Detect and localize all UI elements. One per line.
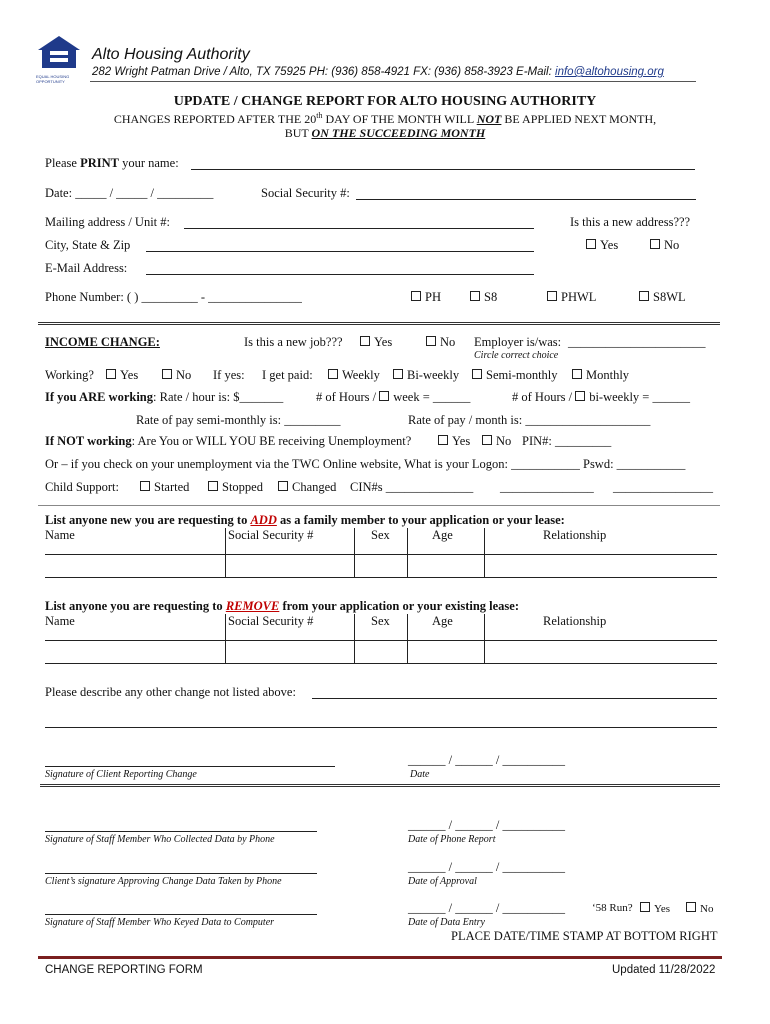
checkbox-icon bbox=[482, 435, 492, 445]
footer-form-name: CHANGE REPORTING FORM bbox=[45, 964, 203, 976]
checkbox-icon bbox=[470, 291, 480, 301]
run58-label: ‘58 Run? bbox=[592, 902, 633, 914]
not-working-question: If NOT working: Are You or WILL YOU BE receiving Unemployment? bbox=[45, 434, 412, 448]
city-label: City, State & Zip bbox=[45, 238, 131, 252]
email-field[interactable] bbox=[146, 274, 534, 275]
checkbox-icon bbox=[572, 369, 582, 379]
add-col-relationship: Relationship bbox=[543, 528, 607, 542]
run58-yes[interactable]: Yes bbox=[640, 902, 670, 915]
checkbox-icon bbox=[393, 369, 403, 379]
city-field[interactable] bbox=[146, 251, 534, 252]
page-title: UPDATE / CHANGE REPORT FOR ALTO HOUSING AUTHORITY bbox=[173, 94, 597, 109]
child-support-stopped[interactable]: Stopped bbox=[208, 480, 263, 495]
checkbox-icon bbox=[586, 239, 596, 249]
get-paid-label: I get paid: bbox=[262, 368, 313, 382]
pin-field[interactable]: PIN#: _________ bbox=[522, 434, 612, 448]
checkbox-icon bbox=[278, 481, 288, 491]
employer-label: Employer is/was: bbox=[474, 335, 562, 349]
new-job-no[interactable]: No bbox=[426, 335, 455, 350]
pay-biweekly[interactable]: Bi-weekly bbox=[393, 368, 459, 383]
unemployment-yes[interactable]: Yes bbox=[438, 434, 470, 449]
checkbox-icon bbox=[162, 369, 172, 379]
cin-field[interactable]: CIN#s ______________ bbox=[350, 480, 474, 494]
ssn-label: Social Security #: bbox=[261, 186, 350, 200]
program-s8[interactable]: S8 bbox=[470, 290, 497, 305]
new-job-question: Is this a new job??? bbox=[244, 335, 343, 349]
working-yes[interactable]: Yes bbox=[106, 368, 138, 383]
pay-semimonthly[interactable]: Semi-monthly bbox=[472, 368, 558, 383]
working-label: Working? bbox=[45, 368, 94, 382]
checkbox-icon bbox=[650, 239, 660, 249]
new-address-question: Is this a new address??? bbox=[570, 215, 691, 229]
mailing-label: Mailing address / Unit #: bbox=[45, 215, 170, 229]
program-ph[interactable]: PH bbox=[411, 290, 441, 305]
program-phwl[interactable]: PHWL bbox=[547, 290, 596, 305]
data-entry-date-label: Date of Data Entry bbox=[408, 917, 485, 928]
stamp-instruction: PLACE DATE/TIME STAMP AT BOTTOM RIGHT bbox=[451, 929, 718, 943]
mailing-field[interactable] bbox=[184, 228, 534, 229]
remove-col-relationship: Relationship bbox=[543, 614, 607, 628]
income-heading: INCOME CHANGE: bbox=[45, 335, 160, 349]
new-address-yes[interactable]: Yes bbox=[586, 238, 618, 253]
checkbox-icon bbox=[640, 902, 650, 912]
checkbox-icon bbox=[140, 481, 150, 491]
add-heading: List anyone new you are requesting to ADD as a family member to your application or your lease: bbox=[45, 513, 565, 527]
staff-keyed-signature-field[interactable] bbox=[45, 914, 317, 915]
client-signature-field[interactable] bbox=[45, 766, 335, 767]
new-job-yes[interactable]: Yes bbox=[360, 335, 392, 350]
remove-col-age: Age bbox=[432, 614, 453, 628]
org-name: Alto Housing Authority bbox=[92, 46, 250, 63]
subtitle: CHANGES REPORTED AFTER THE 20th DAY OF THE MONTH WILL NOT BE APPLIED NEXT MONTH, bbox=[113, 111, 657, 126]
email-label: E-Mail Address: bbox=[45, 261, 128, 275]
remove-heading: List anyone you are requesting to REMOVE from your application or your existing lease: bbox=[45, 599, 520, 613]
date-field[interactable]: Date: _____ / _____ / _________ bbox=[45, 186, 214, 200]
add-row-2[interactable] bbox=[45, 577, 717, 578]
client-date-field[interactable]: ______ / ______ / __________ bbox=[408, 753, 565, 767]
checkbox-icon bbox=[575, 391, 585, 401]
checkbox-icon bbox=[208, 481, 218, 491]
rate-semimonthly-field[interactable]: Rate of pay semi-monthly is: _________ bbox=[136, 413, 341, 427]
add-col-sex: Sex bbox=[371, 528, 390, 542]
other-change-field-2[interactable] bbox=[45, 727, 717, 728]
new-address-no[interactable]: No bbox=[650, 238, 679, 253]
hours-week[interactable]: # of Hours / week = ______ bbox=[316, 390, 471, 404]
twc-logon-field[interactable]: Or – if you check on your unemployment via the TWC Online website, What is your Logon: ___________ Pswd: ___________ bbox=[45, 457, 686, 471]
add-col-ssn: Social Security # bbox=[228, 528, 314, 542]
staff-collected-signature-field[interactable] bbox=[45, 831, 317, 832]
approval-date-label: Date of Approval bbox=[408, 876, 477, 887]
remove-col-name: Name bbox=[45, 614, 75, 628]
pay-weekly[interactable]: Weekly bbox=[328, 368, 380, 383]
checkbox-icon bbox=[686, 902, 696, 912]
approval-date-field[interactable]: ______ / ______ / __________ bbox=[408, 860, 565, 874]
phone-field[interactable]: Phone Number: ( ) _________ - _______________ bbox=[45, 290, 302, 304]
working-no[interactable]: No bbox=[162, 368, 191, 383]
remove-row-1[interactable] bbox=[45, 640, 717, 641]
staff-keyed-label: Signature of Staff Member Who Keyed Data to Computer bbox=[45, 917, 275, 928]
subtitle-2: BUT ON THE SUCCEEDING MONTH bbox=[284, 126, 486, 140]
other-change-field-1[interactable] bbox=[312, 698, 717, 699]
remove-row-2[interactable] bbox=[45, 663, 717, 664]
hours-biweekly[interactable]: # of Hours / bi-weekly = ______ bbox=[512, 390, 690, 404]
add-col-age: Age bbox=[432, 528, 453, 542]
checkbox-icon bbox=[472, 369, 482, 379]
checkbox-icon bbox=[426, 336, 436, 346]
child-support-started[interactable]: Started bbox=[140, 480, 189, 495]
are-working-rate[interactable]: If you ARE working: Rate / hour is: $_______ bbox=[45, 390, 284, 404]
client-signature-label: Signature of Client Reporting Change bbox=[45, 769, 197, 780]
rate-month-field[interactable]: Rate of pay / month is: ____________________ bbox=[408, 413, 651, 427]
ssn-field[interactable] bbox=[356, 199, 696, 200]
client-approving-label: Client’s signature Approving Change Data Taken by Phone bbox=[45, 876, 282, 887]
program-s8wl[interactable]: S8WL bbox=[639, 290, 686, 305]
add-col-name: Name bbox=[45, 528, 75, 542]
equal-housing-logo bbox=[36, 34, 82, 82]
phone-report-date-field[interactable]: ______ / ______ / __________ bbox=[408, 818, 565, 832]
client-date-label: Date bbox=[410, 769, 430, 780]
child-support-changed[interactable]: Changed bbox=[278, 480, 336, 495]
cin-field-3[interactable]: ________________ bbox=[613, 480, 713, 494]
cin-field-2[interactable]: _______________ bbox=[500, 480, 594, 494]
checkbox-icon bbox=[438, 435, 448, 445]
other-change-label: Please describe any other change not listed above: bbox=[45, 685, 296, 699]
remove-col-ssn: Social Security # bbox=[228, 614, 314, 628]
checkbox-icon bbox=[639, 291, 649, 301]
client-approving-signature-field[interactable] bbox=[45, 873, 317, 874]
add-row-1[interactable] bbox=[45, 554, 717, 555]
data-entry-date-field[interactable]: ______ / ______ / __________ bbox=[408, 901, 565, 915]
employer-field[interactable]: ______________________ bbox=[568, 335, 706, 349]
unemployment-no[interactable]: No bbox=[482, 434, 511, 449]
circle-note: Circle correct choice bbox=[474, 350, 559, 361]
phone-report-date-label: Date of Phone Report bbox=[408, 834, 496, 845]
checkbox-icon bbox=[547, 291, 557, 301]
if-yes-label: If yes: bbox=[213, 368, 245, 382]
run58-no[interactable]: No bbox=[686, 902, 713, 915]
house-icon bbox=[36, 34, 82, 70]
checkbox-icon bbox=[328, 369, 338, 379]
checkbox-icon bbox=[360, 336, 370, 346]
pay-monthly[interactable]: Monthly bbox=[572, 368, 629, 383]
name-field[interactable] bbox=[191, 169, 695, 170]
child-support-label: Child Support: bbox=[45, 480, 119, 494]
footer-updated: Updated 11/28/2022 bbox=[612, 964, 716, 976]
checkbox-icon bbox=[106, 369, 116, 379]
remove-col-sex: Sex bbox=[371, 614, 390, 628]
checkbox-icon bbox=[379, 391, 389, 401]
staff-collected-label: Signature of Staff Member Who Collected Data by Phone bbox=[45, 834, 275, 845]
org-address: 282 Wright Patman Drive / Alto, TX 75925 PH: (936) 858-4921 FX: (936) 858-3923 E-Mail: info@altohousing.org bbox=[92, 66, 664, 78]
print-name-label: Please PRINT your name: bbox=[45, 156, 179, 170]
checkbox-icon bbox=[411, 291, 421, 301]
email-link[interactable]: info@altohousing.org bbox=[555, 66, 664, 78]
logo-caption: EQUAL HOUSING OPPORTUNITY bbox=[36, 74, 70, 84]
